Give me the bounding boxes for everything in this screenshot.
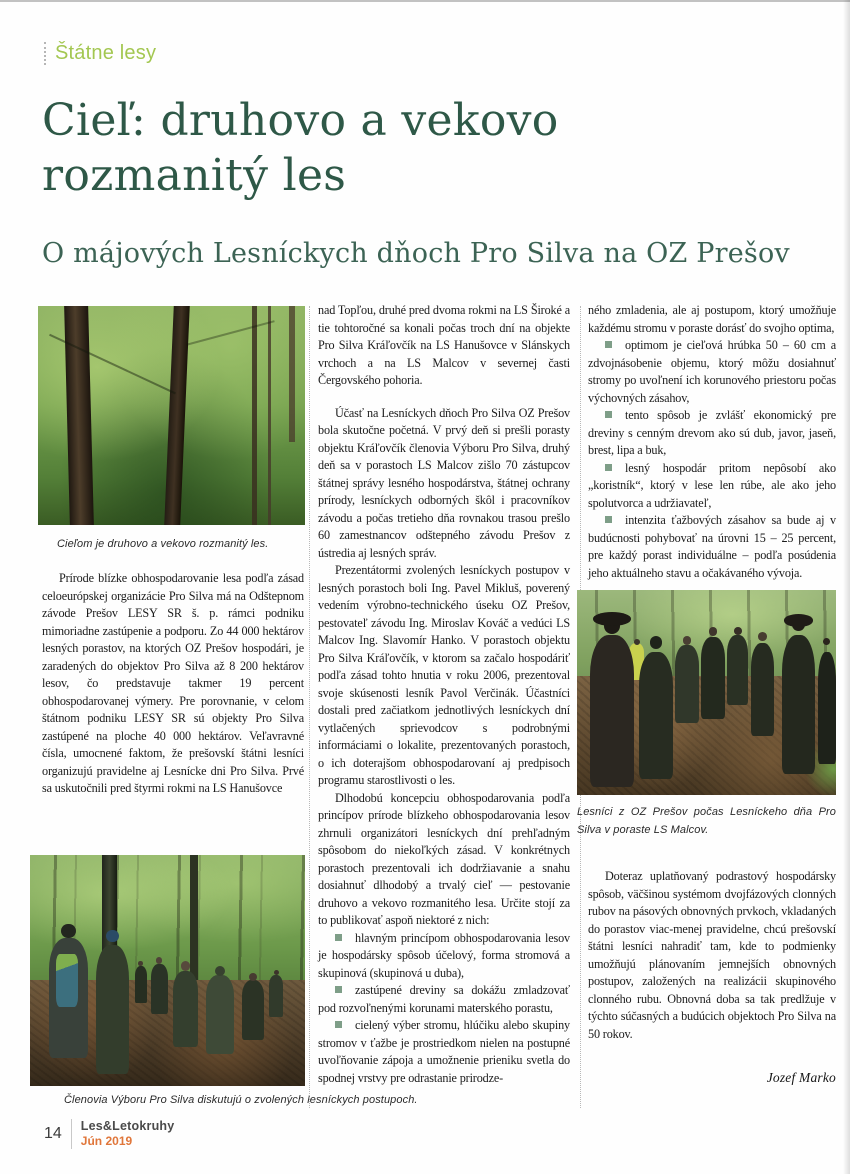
page-number: 14 — [44, 1125, 62, 1142]
bullet-text: intenzita ťažbových zásahov sa bude aj v budúcnosti pohybovať na úrovni 15 – 25 percent, pre každý porast individuálne – podľa posúdenia jeho aktuálneho stavu a očakávaného vývoja. — [588, 513, 836, 580]
person-figure — [151, 964, 168, 1015]
body-paragraph: Dlhodobú koncepciu obhospodarovania podľa princípov prírode blízkeho obhospodarovania lesov zhrnuli organizátori lesníckych dní prehľadným spôsobom do niekoľkých zásad. V konkrétnych porastoch prezentovali ich dodržiavanie a snahu dosiahnuť dlhodobý a trvalý cieľ — pestovanie druhovo a vekovo rozmanitého lesa. Určite stojí za to publikovať aspoň niektoré z nich: — [318, 790, 570, 927]
bullet-text: hlavným princípom obhospodarovania lesov je hospodársky spôsob účelový, forma stromová a skupinová (skupinová u duba), — [318, 930, 570, 980]
person-figure — [96, 945, 129, 1074]
person-figure — [639, 652, 673, 779]
author-byline: Jozef Marko — [766, 1070, 836, 1085]
page-subtitle: O májových Lesníckych dňoch Pro Silva na OZ Prešov — [42, 238, 790, 269]
scan-edge-top — [0, 0, 850, 2]
issue-date: Jún 2019 — [80, 1134, 133, 1148]
person-figure — [675, 645, 698, 723]
body-paragraph: Prírode blízke obhospodarovanie lesa podľa zásad celoeurópskej organizácie Pro Silva má na Odštepnom závode Prešov LESY SR š. p. rámci podniku mimoriadne zastúpenie a podporu. Zo 44 000 hektárov lesných porastov, na ktorých OZ Prešov hospodári, je zaradených do objektov Pro Silva až 8 200 hektárov lesov, čo predstavuje takmer 19 percent obhospodarovanej výmery. Pre porovnanie, v celom štátnom podniku LESY SR sú objekty Pro Silva zastúpené na ploche 40 000 hektárov. Veľavravné čísla, umocnené faktom, že prešovskí štátni lesníci organizujú pravidelne aj Lesnícke dni Pro Silva. Prvé sa uskutočnili pred štyrmi rokmi na LS Hanušovce — [42, 571, 304, 795]
column-divider — [309, 306, 310, 1108]
magazine-title: Les&Letokruhy — [80, 1119, 175, 1133]
page-title: Cieľ: druhovo a vekovo rozmanitý les — [42, 95, 559, 201]
bullet-item — [318, 930, 570, 983]
tree-trunk — [252, 306, 258, 525]
column-right — [577, 302, 836, 1087]
bullet-item — [318, 982, 570, 1017]
bullet-text: zastúpené dreviny sa dokážu zmladzovať pod rozvoľnenými korunami materského porastu, — [318, 983, 570, 1015]
tree-trunk — [64, 306, 94, 525]
body-paragraph: Prezentátormi zvolených lesníckych postupov v lesných porastoch boli Ing. Pavel Mikluš, poverený vedením výrobno-technického úseku OZ Prešov, pestovateľ závodu Ing. Miroslav Kováč a vedúci LS Malcov Ing. Slavomír Hanko. V porastoch objektu Pro Silva Kráľovčík, v ktorom sa začalo hospodáriť podľa zásad tohto hnutia v roku 2006, prezentoval svoje skúsenosti lesník Pavol Verčinák. Účastníci dostali pred začiatkom jednotlivých lesníckych dní vytlačených sprievodcov s podrobnými informáciami o lokalite, prezentovaných porastoch, o ich doterajšom obhospodarovaní aj predpisoch programu starostlivosti o les. — [318, 563, 570, 787]
bullet-square-icon — [605, 464, 612, 471]
bullet-text: lesný hospodár pritom nepôsobí ako „koristník“, ktorý v lese len rúbe, ale ako jeho spolutvorca a udržiavateľ, — [588, 460, 836, 510]
forest-photo — [38, 306, 305, 525]
page-footer — [44, 1119, 174, 1149]
person-figure — [242, 980, 264, 1040]
bullet-square-icon — [335, 1021, 342, 1028]
footer-divider — [71, 1119, 72, 1149]
footer-magazine-block — [81, 1119, 175, 1149]
photo-caption: Cieľom je druhovo a vekovo rozmanitý les. — [57, 538, 269, 550]
bullet-square-icon — [605, 516, 612, 523]
scan-edge-right — [843, 0, 850, 1174]
photo-caption: Lesníci z OZ Prešov počas Lesníckeho dňa Pro Silva v poraste LS Malcov. — [577, 806, 836, 836]
tree-trunk — [289, 306, 295, 442]
tree-branch — [186, 321, 274, 346]
bullet-item — [318, 1017, 570, 1087]
bullet-text: optimom je cieľová hrúbka 50 – 60 cm a zdvojnásobenie objemu, ktorý môžu dosiahnuť stromy po uvoľnení ich korunového priestoru počas výchovných zásahov, — [588, 338, 836, 405]
body-paragraph: nad Topľou, druhé pred dvoma rokmi na LS Široké a tie tohtoročné sa konali počas troch dní na objekte Pro Silva Kráľovčík na LS Hanušovce v Slánskych vrchoch a na LS Malcov v severnej časti Čergovského pohoria. — [318, 303, 570, 387]
tree-trunk — [268, 306, 272, 525]
bullet-text: tento spôsob je zvlášť ekonomický pre dreviny s cenným drevom ako sú dub, javor, jaseň, brest, lipa a buk, — [588, 408, 836, 457]
body-paragraph: ného zmladenia, ale aj postupom, ktorý umožňuje každému stromu v poraste dorásť do svojho optima, — [588, 303, 836, 335]
bullet-square-icon — [335, 986, 342, 993]
body-paragraph: Účasť na Lesníckych dňoch Pro Silva OZ Prešov bola skutočne početná. V prvý deň si prešli porasty objektu Kráľovčík členovia Výboru Pro Silva, druhý deň sa v porastoch LS Malcov zišlo 70 zástupcov štátnej správy lesného hospodárstva, štátnej ochrany prírody, lesníckych odborných škôl i pracovníkov závodu a počas tretieho dňa rovnakou trasou prešlo 60 zamestnancov odštepného závodu Prešov z ústredia aj lesných správ. — [318, 405, 570, 560]
bullet-item — [588, 512, 836, 582]
person-figure — [49, 938, 88, 1058]
bullet-item — [588, 460, 836, 513]
column-middle — [318, 302, 570, 1087]
bullet-text: cielený výber stromu, hlúčiku alebo skupiny stromov v ťažbe je prostriedkom nielen na postupné uvoľňovanie zápoja a umožnenie prieniku svetla do spodnej vrstvy pre odrastanie prirodze- — [318, 1018, 570, 1085]
section-label: Štátne lesy — [44, 42, 156, 65]
person-figure — [818, 652, 836, 765]
bullet-square-icon — [605, 341, 612, 348]
body-paragraph: Doteraz uplatňovaný podrastový hospodársky spôsob, väčšinou systémom dvojfázových clonných rubov na pásových obnovných prvkoch, vkladaných do porastov viac-menej pravidelne, chcú prešovskí štátni lesníci nahradiť tam, kde to podmienky umožňujú plánovaním jemnejších obnovných postupov, založených na realizácii skupinového clonného rubu. Obnovná doba sa tak predlžuje v týchto súčasných a budúcich objektoch Pro Silva na 50 rokov. — [588, 869, 836, 1041]
bullet-item — [588, 407, 836, 460]
bullet-square-icon — [335, 934, 342, 941]
bullet-square-icon — [605, 411, 612, 418]
person-figure — [135, 966, 147, 1003]
person-figure — [782, 635, 816, 774]
person-figure — [590, 635, 634, 787]
foresters-discussion-photo — [30, 855, 305, 1086]
foresters-circle-photo — [577, 590, 836, 795]
column-left — [42, 570, 304, 798]
bullet-item — [588, 337, 836, 407]
person-figure — [173, 971, 198, 1047]
person-figure — [206, 975, 234, 1054]
tree-trunk — [190, 855, 198, 980]
tree-trunk — [164, 306, 190, 525]
person-figure — [269, 975, 283, 1017]
person-figure — [727, 635, 748, 705]
person-figure — [701, 637, 724, 719]
person-figure — [751, 643, 774, 735]
photo-caption: Členovia Výboru Pro Silva diskutujú o zvolených lesníckych postupoch. — [64, 1094, 418, 1106]
